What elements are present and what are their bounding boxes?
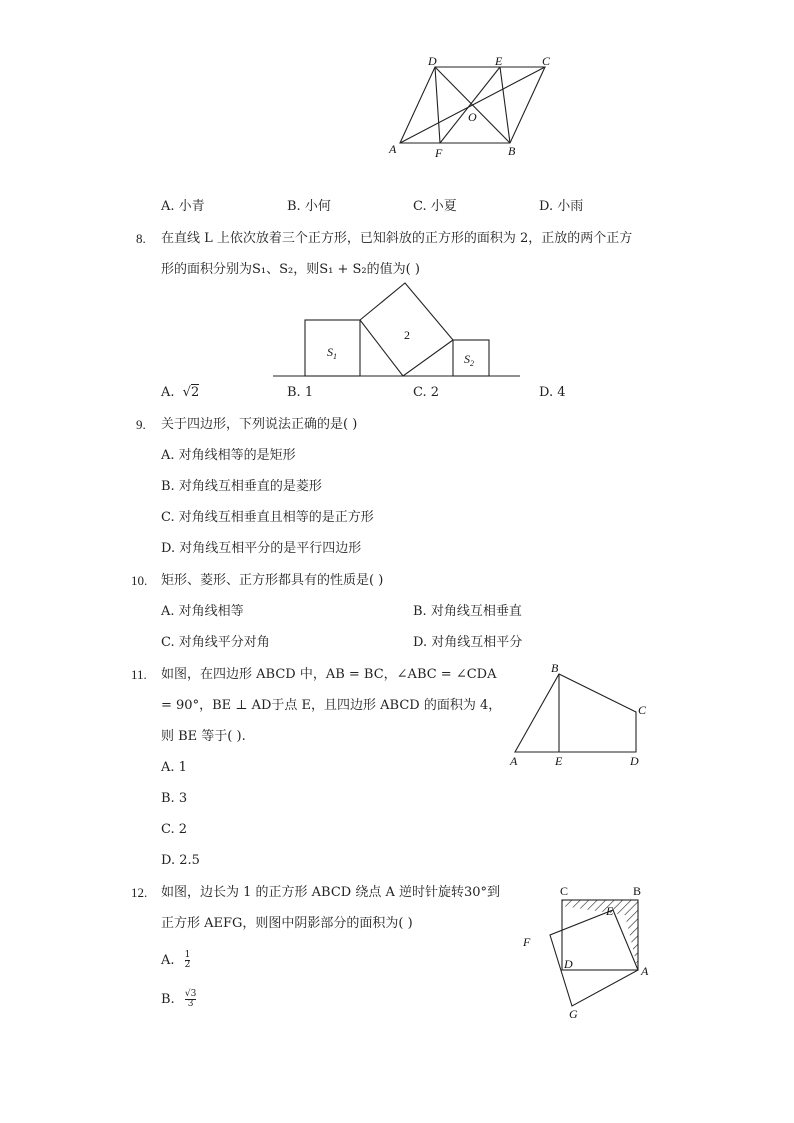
q12-option-a-prefix: A. (161, 953, 175, 968)
q8-option-c[interactable]: C. 2 (413, 385, 440, 400)
q7-option-c[interactable]: C. 小夏 (413, 199, 457, 214)
q8-stem-line2: 形的面积分别为S₁、S₂，则S₁ + S₂的值为( ) (161, 262, 420, 277)
shaded-region (562, 900, 638, 970)
q11-stem-line1: 如图，在四边形 ABCD 中，AB = BC，∠ABC = ∠CDA (161, 667, 497, 682)
label-b: B (633, 884, 642, 898)
label-b: B (508, 144, 516, 158)
label-f: F (435, 146, 443, 160)
q8-number: 8. (136, 231, 146, 246)
label-s2: $S_2$ (464, 352, 474, 368)
label-c: C (542, 54, 551, 68)
q10-number: 10. (131, 573, 148, 588)
segment-df (435, 67, 440, 143)
q12-rotated-square-figure (515, 880, 665, 1020)
label-d: D (428, 54, 437, 68)
q7-option-a[interactable]: A. 小青 (161, 199, 205, 214)
label-c: C (560, 884, 569, 898)
square-s2 (453, 340, 489, 376)
q11-stem-line3: 则 BE 等于( ). (161, 729, 246, 744)
q12-option-b[interactable] (161, 990, 196, 1009)
label-e: E (495, 54, 503, 68)
label-a: A (641, 964, 649, 978)
fraction-sqrt3-over-3 (185, 990, 196, 1009)
q9-option-b[interactable]: B. 对角线互相垂直的是菱形 (161, 479, 322, 494)
q12-option-b-prefix: B. (161, 992, 175, 1007)
q10-option-a[interactable]: A. 对角线相等 (161, 604, 244, 619)
fraction-denominator: 3 (185, 999, 196, 1009)
q9-number: 9. (136, 417, 146, 432)
label-f: F (523, 935, 531, 949)
q9-option-c[interactable]: C. 对角线互相垂直且相等的是正方形 (161, 510, 374, 525)
segment-eb (500, 67, 510, 143)
segment-ef (440, 67, 500, 143)
q10-stem: 矩形、菱形、正方形都具有的性质是( ) (161, 573, 384, 588)
q12-option-a[interactable] (161, 951, 190, 970)
label-a: A (389, 142, 397, 156)
q9-stem: 关于四边形，下列说法正确的是( ) (161, 417, 358, 432)
q7-parallelogram-figure (380, 55, 570, 165)
q10-option-c[interactable]: C. 对角线平分对角 (161, 635, 270, 650)
quadrilateral-abcd (515, 674, 636, 752)
q10-option-b[interactable]: B. 对角线互相垂直 (413, 604, 522, 619)
label-a: A (510, 754, 518, 768)
q8-option-a-prefix: A. (161, 385, 175, 400)
label-c: C (638, 703, 647, 717)
q11-option-c[interactable]: C. 2 (161, 822, 188, 837)
q7-option-b[interactable]: B. 小何 (287, 199, 331, 214)
q8-option-b[interactable]: B. 1 (287, 385, 314, 400)
label-g: G (569, 1007, 578, 1021)
q8-option-d[interactable]: D. 4 (539, 385, 566, 400)
fraction-numerator: 1 (184, 950, 191, 960)
q12-stem-line1: 如图，边长为 1 的正方形 ABCD 绕点 A 逆时针旋转30°到 (161, 885, 501, 900)
fraction-denominator: 2 (184, 960, 191, 970)
q8-option-a[interactable] (161, 386, 199, 399)
label-area-2: 2 (404, 328, 410, 342)
q12-stem-line2: 正方形 AEFG，则图中阴影部分的面积为( ) (161, 916, 413, 931)
fraction-numerator: √3 (184, 989, 197, 999)
q12-number: 12. (131, 885, 148, 900)
fraction-one-half (185, 951, 191, 970)
sqrt-sign: √ (182, 385, 191, 400)
q9-option-d[interactable]: D. 对角线互相平分的是平行四边形 (161, 541, 362, 556)
q10-option-d[interactable]: D. 对角线互相平分 (413, 635, 523, 650)
q8-stem-line1: 在直线 L 上依次放着三个正方形，已知斜放的正方形的面积为 2，正放的两个正方 (161, 231, 633, 246)
q11-option-a[interactable]: A. 1 (161, 760, 187, 775)
label-e: E (555, 754, 563, 768)
q11-option-b[interactable]: B. 3 (161, 791, 188, 806)
q7-option-d[interactable]: D. 小雨 (539, 199, 584, 214)
q11-option-d[interactable]: D. 2.5 (161, 853, 200, 868)
q8-squares-figure (270, 283, 525, 383)
label-o: O (468, 110, 477, 124)
q11-stem-line2: = 90°，BE ⊥ AD于点 E，且四边形 ABCD 的面积为 4， (161, 698, 502, 713)
q8-option-a-radicand: 2 (190, 385, 200, 400)
diagonal-db (435, 67, 510, 143)
label-s1: $S_1$ (327, 345, 337, 361)
q9-option-a[interactable]: A. 对角线相等的是矩形 (161, 448, 296, 463)
label-e: E (606, 904, 614, 918)
label-b: B (551, 661, 559, 675)
label-d: D (630, 754, 639, 768)
q11-quadrilateral-figure (505, 660, 665, 775)
q11-number: 11. (131, 667, 147, 682)
label-d: D (564, 957, 573, 971)
